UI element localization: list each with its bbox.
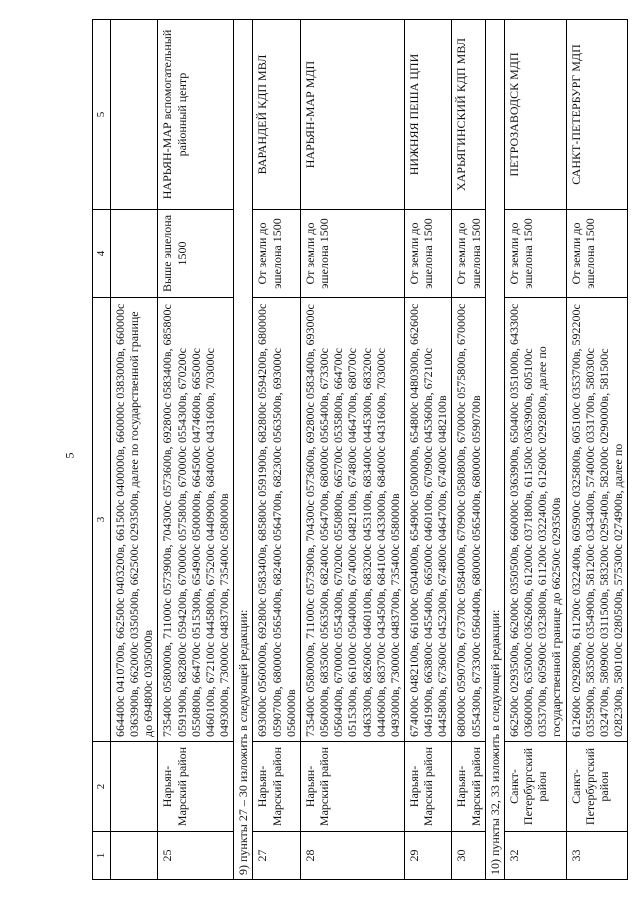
airspace-table	[92, 19, 628, 880]
altitude-cell: Выше эшелона 1500	[158, 210, 234, 298]
atc-unit-cell: НАРЬЯН-МАР вспомогательный районный центр	[158, 20, 234, 210]
section-instruction: 9) пункты 27 – 30 изложить в следующей редакции:	[234, 20, 253, 880]
section-instruction-row	[485, 20, 504, 880]
row-number: 33	[566, 832, 628, 880]
table-body	[93, 20, 628, 880]
district-cell: Нарьян-Марский район	[158, 742, 234, 832]
row-number: 27	[253, 832, 300, 880]
coordinates-cell: 674000с 0482100в, 661000с 0504000в, 654900с 0500000в, 654800с 0480300в, 662600с 0461900в, 663800с 0455400в, 665000с 0460100в, 670900с 0453600в, 672100с 0445800в, 673600с 0452300в, 674800с 0464700в, 674000с 0482100в	[404, 298, 451, 742]
district-cell: Нарьян-Марский район	[253, 742, 300, 832]
row-number: 32	[504, 832, 566, 880]
coordinates-cell: 735400с 0580000в, 711000с 0573900в, 704300с 0573600в, 692800с 0583400в, 685800с 0591900в, 682800с 0594200в, 670000с 0575800в, 670000с 0554300в, 670200с 0550800в, 664700с 0515300в, 654900с 0500000в, 664500с 0474600в, 665000с 0460100в, 672100с 0445800в, 675200с 0440900в, 684000с 0431600в, 703000с 0493000в, 730000с 0483700в, 735400с 0580000в	[158, 298, 234, 742]
coordinates-cell: 664400с 0410700в, 662500с 0403200в, 661500с 0400000в, 660000с 0383000в, 660000с 0363900в, 662000с 0350500в, 662500с 0293500в, далее по государственной границе до 694800с 0305000в	[111, 298, 158, 742]
atc-unit-cell	[111, 20, 158, 210]
row-number: 28	[300, 832, 404, 880]
table-row	[452, 20, 485, 880]
table-row	[566, 20, 628, 880]
altitude-cell	[111, 210, 158, 298]
altitude-cell: От земли до эшелона 1500	[566, 210, 628, 298]
atc-unit-cell: НИЖНЯЯ ПЕША ЦПИ	[404, 20, 451, 210]
coordinates-cell: 693000с 0560000в, 692800с 0583400в, 685800с 0591900в, 682800с 0594200в, 680000с 0590700в, 680000с 0565400в, 682400с 0564700в, 682300с 0563500в, 693000с 0560000в	[253, 298, 300, 742]
table-frame	[92, 20, 625, 880]
header-cell-number: 1	[93, 832, 111, 880]
coordinates-cell: 662500с 0293500в, 662000с 0350500в, 660000с 0363900в, 650400с 0351000в, 643300с 0360000в, 635000с 0362600в, 612000с 0371800в, 611500с 0363900в, 605100с 0353700в, 605900с 0323800в, 611200с 0322400в, 612600с 0292800в, далее по государственной границе до 662500с 0293500в	[504, 298, 566, 742]
coordinates-cell: 735400с 0580000в, 711000с 0573900в, 704300с 0573600в, 692800с 0583400в, 693000с 0560000в, 683500с 0563500в, 682400с 0564700в, 680000с 0565400в, 673300с 0560400в, 670000с 0554300в, 670200с 0550800в, 665700с 0535800в, 664700с 0515300в, 661000с 0504000в, 674000с 0482100в, 674800с 0464700в, 680700с 0463300в, 682600с 0460100в, 683200с 0453100в, 683400с 0445300в, 683200с 0440600в, 683700с 0434500в, 684100с 0433000в, 684000с 0431600в, 703000с 0493000в, 730000с 0483700в, 735400с 0580000в	[300, 298, 404, 742]
altitude-cell: От земли до эшелона 1500	[253, 210, 300, 298]
table-row	[504, 20, 566, 880]
table-row	[253, 20, 300, 880]
district-cell	[111, 742, 158, 832]
table-row	[158, 20, 234, 880]
header-cell-atc-unit: 5	[93, 20, 111, 210]
header-cell-coordinates: 3	[93, 298, 111, 742]
table-header-row	[93, 20, 111, 880]
table-row	[300, 20, 404, 880]
atc-unit-cell: ХАРЬЯГИНСКИЙ КДП МВЛ	[452, 20, 485, 210]
table-row	[111, 20, 158, 880]
row-number	[111, 832, 158, 880]
coordinates-cell: 612600с 0292800в, 611200с 0322400в, 605900с 0325800в, 605100с 0353700в, 592200с 0355900в, 583500с 0354900в, 581200с 0343400в, 574000с 0331700в, 580300с 0324700в, 580900с 0311500в, 583200с 0295400в, 582000с 0290000в, 581500с 0282300в, 580100с 0280500в, 575300с 0274900в, далее по	[566, 298, 628, 742]
header-cell-district: 2	[93, 742, 111, 832]
altitude-cell: От земли до эшелона 1500	[504, 210, 566, 298]
atc-unit-cell: НАРЬЯН-МАР МДП	[300, 20, 404, 210]
atc-unit-cell: САНКТ-ПЕТЕРБУРГ МДП	[566, 20, 628, 210]
district-cell: Санкт-Петербургский район	[504, 742, 566, 832]
row-number: 30	[452, 832, 485, 880]
altitude-cell: От земли до эшелона 1500	[300, 210, 404, 298]
altitude-cell: От земли до эшелона 1500	[452, 210, 485, 298]
district-cell: Нарьян-Марский район	[404, 742, 451, 832]
header-cell-altitude: 4	[93, 210, 111, 298]
rotated-page	[92, 20, 625, 880]
altitude-cell: От земли до эшелона 1500	[404, 210, 451, 298]
row-number: 29	[404, 832, 451, 880]
coordinates-cell: 680000с 0590700в, 673700с 0584000в, 670900с 0580800в, 670000с 0575800в, 670000с 0554300в, 673300с 0560400в, 680000с 0565400в, 680000с 0590700в	[452, 298, 485, 742]
atc-unit-cell: ПЕТРОЗАВОДСК МДП	[504, 20, 566, 210]
district-cell: Нарьян-Марский район	[452, 742, 485, 832]
district-cell: Санкт-Петербургский район	[566, 742, 628, 832]
district-cell: Нарьян-Марский район	[300, 742, 404, 832]
page-number: 5	[62, 452, 77, 459]
section-instruction-row	[234, 20, 253, 880]
row-number: 25	[158, 832, 234, 880]
section-instruction: 10) пункты 32, 33 изложить в следующей редакции:	[485, 20, 504, 880]
atc-unit-cell: ВАРАНДЕЙ КДП МВЛ	[253, 20, 300, 210]
table-row	[404, 20, 451, 880]
